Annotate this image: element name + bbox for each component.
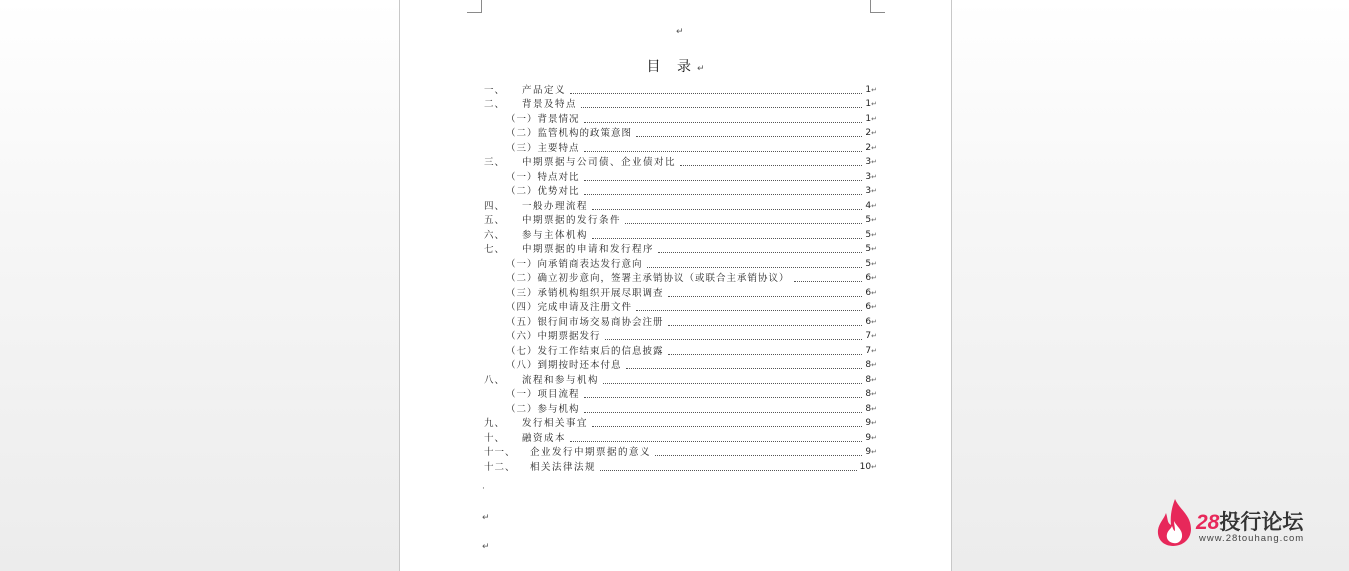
toc-entry-paragraph-mark: ↵ (871, 390, 877, 398)
toc-entry[interactable] (484, 226, 877, 241)
toc-entry-page: 6 (865, 302, 872, 312)
toc-entry[interactable] (484, 96, 877, 111)
toc-entry-number: （七） (506, 345, 538, 357)
toc-entry-number: （六） (506, 331, 538, 342)
toc-entry[interactable] (484, 299, 877, 314)
toc-entry-paragraph-mark: ↵ (871, 230, 877, 239)
toc-entry-number: 三、 (484, 157, 506, 168)
toc-leader-dots (794, 280, 863, 282)
toc-entry-paragraph-mark: ↵ (871, 201, 877, 210)
logo-text (1196, 506, 1303, 536)
toc-entry-page: 3 (865, 186, 872, 196)
toc-entry[interactable] (484, 183, 877, 198)
toc-entry-number: （五） (506, 316, 538, 328)
toc-entry-paragraph-mark: ↵ (871, 172, 877, 181)
toc-leader-dots (584, 193, 863, 195)
toc-entry-label: 发行工作结束后的信息披露 (537, 345, 664, 357)
toc-entry-paragraph-mark: ↵ (871, 85, 877, 94)
toc-entry-number: （一） (506, 113, 538, 125)
toc-entry-page: 6 (865, 287, 872, 298)
toc-entry-number: （二） (506, 128, 538, 139)
toc-entry[interactable] (484, 444, 877, 459)
toc-entry[interactable] (484, 241, 877, 256)
toc-entry[interactable] (484, 270, 877, 285)
toc-entry-label: 到期按时还本付息 (537, 360, 622, 371)
toc-entry[interactable] (484, 168, 877, 183)
toc-leader-dots (658, 251, 862, 253)
toc-entry-page: 6 (865, 273, 872, 283)
toc-entry-paragraph-mark: ↵ (871, 448, 877, 456)
toc-entry-paragraph-mark: ↵ (871, 100, 877, 108)
crop-mark-left (467, 0, 482, 13)
toc-entry-paragraph-mark: ↵ (871, 346, 877, 355)
toc-entry-page: 8 (865, 403, 872, 414)
toc-entry-number: （三） (506, 287, 538, 299)
toc-leader-dots (647, 266, 863, 268)
toc-leader-dots (570, 92, 862, 94)
toc-entry-paragraph-mark: ↵ (871, 274, 877, 282)
toc-title-text: 目 录 (646, 59, 697, 75)
toc-entry-page: 9 (865, 432, 872, 443)
toc-entry-paragraph-mark: ↵ (871, 433, 877, 442)
crop-mark-right (870, 0, 885, 13)
toc-entry-label: 背景及特点 (522, 99, 578, 110)
toc-entry-label: 产品定义 (522, 84, 567, 96)
toc-entry[interactable] (484, 313, 877, 328)
toc-entry-paragraph-mark: ↵ (871, 288, 877, 297)
toc-entry-paragraph-mark: ↵ (871, 245, 877, 253)
toc-entry-number: （八） (506, 360, 538, 371)
toc-entry-paragraph-mark: ↵ (871, 216, 877, 224)
toc-leader-dots (636, 135, 862, 137)
logo-name: 投行论坛 (1219, 511, 1304, 534)
paragraph-mark-1: · (482, 484, 485, 494)
toc-entry-number: 十二、 (484, 461, 516, 473)
site-logo[interactable] (1155, 497, 1335, 549)
toc-entry[interactable] (484, 400, 877, 415)
toc-entry-paragraph-mark: ↵ (871, 361, 877, 369)
toc-entry-paragraph-mark: ↵ (871, 404, 877, 413)
toc-entry-number: （一） (506, 171, 538, 183)
toc-entry-paragraph-mark: ↵ (871, 187, 877, 195)
toc-entry-page: 1 (865, 113, 872, 124)
toc-entry-number: 十一、 (484, 447, 516, 458)
toc-entry[interactable] (484, 81, 877, 96)
toc-entry-paragraph-mark: ↵ (871, 419, 877, 427)
toc-entry[interactable] (484, 429, 877, 444)
toc-entry-label: 相关法律法规 (530, 461, 597, 473)
toc-leader-dots (668, 295, 863, 297)
toc-entry-number: （二） (506, 273, 538, 284)
toc-leader-dots (605, 338, 863, 340)
toc-entry-number: 六、 (484, 229, 506, 241)
toc-entry-page: 6 (865, 316, 872, 327)
toc-entry-number: 九、 (484, 418, 506, 429)
toc-entry-label: 参与主体机构 (522, 229, 589, 241)
toc-entry-label: 中期票据发行 (537, 331, 601, 342)
toc-leader-dots (600, 469, 857, 471)
toc-leader-dots (592, 425, 862, 427)
document-page[interactable] (399, 0, 952, 571)
toc-entry-number: （四） (506, 302, 538, 313)
toc-entry-number: 十、 (484, 432, 506, 444)
toc-entry-number: （三） (506, 142, 538, 154)
toc-leader-dots (625, 222, 862, 224)
toc-entry-paragraph-mark: ↵ (871, 158, 877, 166)
toc-leader-dots (603, 382, 862, 384)
toc-entry[interactable] (484, 139, 877, 154)
toc-entry-page: 2 (865, 142, 872, 153)
toc-entry-paragraph-mark: ↵ (871, 114, 877, 123)
toc-entry-page: 3 (865, 171, 872, 182)
toc-entry-paragraph-mark: ↵ (871, 375, 877, 384)
toc-title (400, 56, 951, 76)
toc-entry[interactable] (484, 371, 877, 386)
toc-entry-number: 四、 (484, 200, 506, 212)
toc-entry-page: 8 (865, 374, 872, 385)
toc-leader-dots (626, 367, 863, 369)
toc-entry-number: （一） (506, 258, 538, 270)
toc-entry-label: 完成申请及注册文件 (537, 302, 633, 313)
toc-leader-dots (636, 309, 862, 311)
toc-entry-page: 4 (865, 200, 872, 211)
toc-entry-page: 3 (865, 157, 872, 167)
toc-entry-paragraph-mark: ↵ (871, 303, 877, 311)
toc-entry-label: 流程和参与机构 (522, 374, 600, 386)
toc-entry-page: 8 (865, 360, 872, 370)
toc-entry-page: 5 (865, 215, 872, 225)
toc-entry-paragraph-mark: ↵ (871, 143, 877, 152)
toc-leader-dots (584, 396, 863, 398)
toc-leader-dots (592, 237, 862, 239)
logo-url: www.28touhang.com (1199, 533, 1305, 544)
toc-entry-page: 1 (865, 99, 872, 109)
toc-entry-page: 5 (865, 258, 872, 269)
toc-entry-paragraph-mark: ↵ (871, 317, 877, 326)
toc-entry-number: 七、 (484, 244, 506, 255)
toc-entry[interactable] (484, 154, 877, 169)
toc-entry-number: （二） (506, 186, 538, 197)
toc-entry-number: （一） (506, 389, 538, 400)
toc-entry-label: 背景情况 (537, 113, 580, 125)
toc-entry-page: 1 (865, 84, 872, 95)
toc-entry-label: 中期票据与公司债、企业债对比 (522, 157, 677, 168)
toc-entry-label: 承销机构组织开展尽职调查 (537, 287, 664, 299)
toc-entry-paragraph-mark: ↵ (871, 332, 877, 340)
logo-number: 28 (1196, 511, 1220, 534)
toc-leader-dots (655, 454, 862, 456)
toc-entry-label: 特点对比 (537, 171, 580, 183)
toc-entry[interactable] (484, 328, 877, 343)
toc-entry[interactable] (484, 342, 877, 357)
toc-entry-label: 一般办理流程 (522, 200, 589, 212)
toc-entry-label: 企业发行中期票据的意义 (530, 447, 652, 458)
toc-entry-number: （二） (506, 403, 538, 415)
toc-entry-label: 确立初步意向，签署主承销协议（或联合主承销协议） (537, 273, 790, 284)
toc-entry-page: 10 (859, 461, 872, 472)
toc-entry[interactable] (484, 197, 877, 212)
toc-entry-paragraph-mark: ↵ (871, 259, 877, 268)
toc-entry-page: 5 (865, 229, 872, 240)
toc-entry-paragraph-mark: ↵ (871, 129, 877, 137)
toc-entry-page: 9 (865, 447, 872, 457)
toc-entry-label: 融资成本 (522, 432, 567, 444)
toc-entry[interactable] (484, 212, 877, 227)
toc-entry[interactable] (484, 110, 877, 125)
toc-entry-page: 7 (865, 331, 872, 341)
flame-icon (1155, 497, 1195, 547)
toc-entry-page: 2 (865, 128, 872, 138)
toc-entry-label: 向承销商表达发行意向 (537, 258, 643, 270)
toc-entry[interactable] (484, 357, 877, 372)
toc-leader-dots (592, 208, 862, 210)
toc-entry-label: 发行相关事宜 (522, 418, 589, 429)
paragraph-mark-2: ↵ (482, 513, 490, 523)
toc-leader-dots (570, 440, 862, 442)
toc-entry-page: 9 (865, 418, 872, 428)
toc-entry-label: 参与机构 (537, 403, 580, 415)
toc-entry[interactable] (484, 125, 877, 140)
toc-entry[interactable] (484, 386, 877, 401)
toc-entry[interactable] (484, 415, 877, 430)
toc-leader-dots (584, 179, 863, 181)
toc-entry[interactable] (484, 458, 877, 473)
toc-entry-number: 一、 (484, 84, 506, 96)
toc-entry-page: 8 (865, 389, 872, 399)
toc-entry-label: 监管机构的政策意图 (537, 128, 633, 139)
toc-entry[interactable] (484, 284, 877, 299)
toc-leader-dots (584, 411, 863, 413)
paragraph-mark-top: ↵ (676, 27, 684, 37)
toc-entry-label: 主要特点 (537, 142, 580, 154)
toc-entry-number: 八、 (484, 374, 506, 386)
toc-entry-label: 中期票据的发行条件 (522, 215, 622, 226)
toc-leader-dots (584, 150, 863, 152)
toc-entry-number: 二、 (484, 99, 506, 110)
toc-leader-dots (581, 106, 862, 108)
toc-entry-paragraph-mark: ↵ (871, 462, 877, 471)
toc-leader-dots (668, 353, 863, 355)
toc-entry-label: 银行间市场交易商协会注册 (537, 316, 664, 328)
toc-leader-dots (584, 121, 863, 123)
toc-entry-label: 项目流程 (537, 389, 580, 400)
paragraph-mark-3: ↵ (482, 542, 490, 552)
table-of-contents (484, 81, 877, 473)
toc-leader-dots (668, 324, 863, 326)
toc-leader-dots (680, 164, 862, 166)
toc-entry-page: 5 (865, 244, 872, 254)
paragraph-mark: ↵ (696, 64, 705, 74)
toc-entry-label: 优势对比 (537, 186, 580, 197)
toc-entry-label: 中期票据的申请和发行程序 (522, 244, 655, 255)
toc-entry-page: 7 (865, 345, 872, 356)
toc-entry-number: 五、 (484, 215, 506, 226)
toc-entry[interactable] (484, 255, 877, 270)
